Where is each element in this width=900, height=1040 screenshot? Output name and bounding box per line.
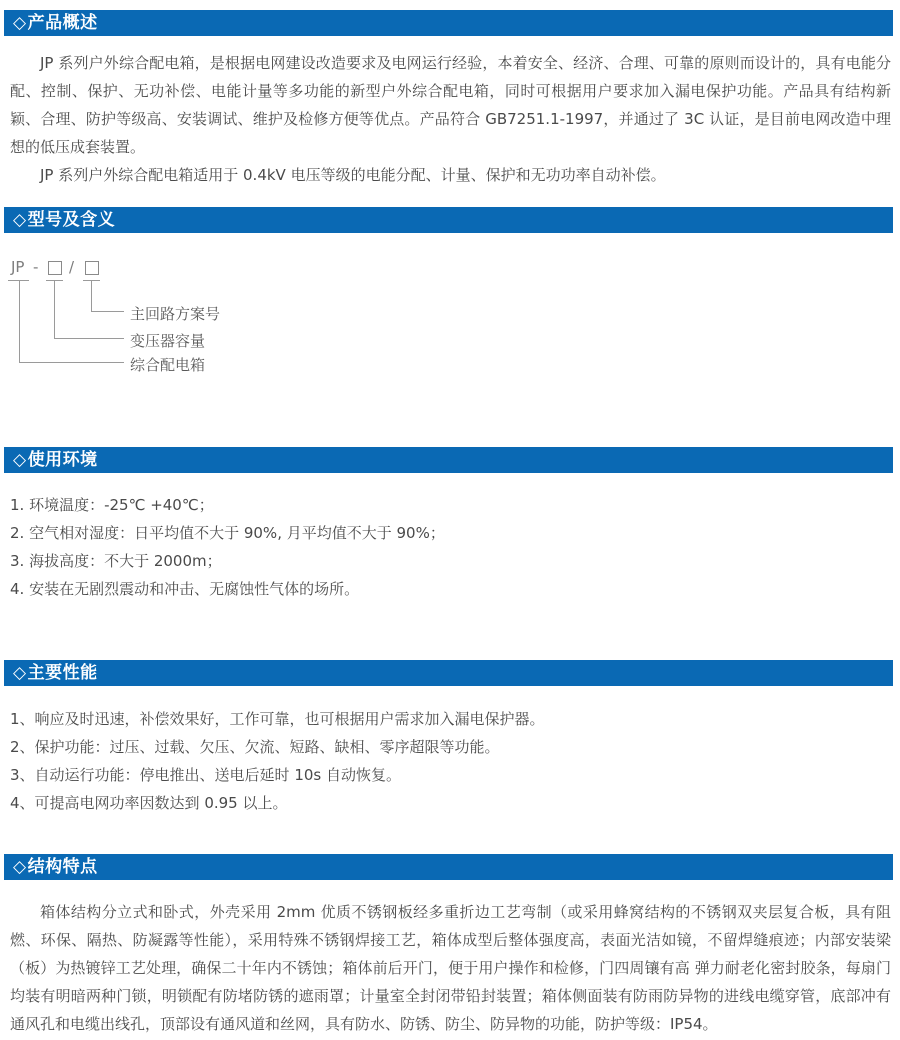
diamond-icon: ◇ — [13, 663, 27, 683]
performance-list — [10, 705, 891, 817]
diamond-icon: ◇ — [13, 857, 27, 877]
connector-vline-box-2 — [91, 280, 92, 311]
connector-vline-box-1 — [54, 280, 55, 338]
section-title-environment: 使用环境 — [27, 450, 98, 470]
model-label-box-type: 综合配电箱 — [130, 356, 206, 374]
connector-hline-capacity — [54, 338, 124, 339]
overview-paragraph-2: JP 系列户外综合配电箱适用于 0.4kV 电压等级的电能分配、计量、保护和无功功率自动补偿。 — [40, 166, 666, 184]
model-dash: - — [33, 258, 39, 276]
environment-item-3: 3. 海拔高度：不大于 2000m； — [10, 552, 222, 570]
structure-text — [10, 898, 891, 1038]
model-designation-diagram — [0, 256, 420, 380]
model-label-capacity: 变压器容量 — [130, 332, 206, 350]
model-prefix: JP — [11, 258, 25, 276]
section-title-model: 型号及含义 — [27, 210, 116, 230]
section-header-environment — [4, 447, 893, 473]
environment-item-1: 1. 环境温度：-25℃ +40℃； — [10, 496, 214, 514]
diamond-icon: ◇ — [13, 210, 27, 230]
model-label-scheme: 主回路方案号 — [130, 305, 221, 323]
section-title-structure: 结构特点 — [27, 857, 98, 877]
performance-item-1: 1、响应及时迅速，补偿效果好，工作可靠，也可根据用户需求加入漏电保护器。 — [10, 710, 545, 728]
performance-item-2: 2、保护功能：过压、过载、欠压、欠流、短路、缺相、零序超限等功能。 — [10, 738, 500, 756]
section-header-model — [4, 207, 893, 233]
model-slash: / — [69, 258, 75, 276]
connector-hline-scheme — [91, 311, 124, 312]
performance-item-3: 3、自动运行功能：停电推出、送电后延时 10s 自动恢复。 — [10, 766, 401, 784]
diamond-icon: ◇ — [13, 13, 27, 33]
overview-paragraph-1: JP 系列户外综合配电箱，是根据电网建设改造要求及电网运行经验，本着安全、经济、合理、可靠的原则而设计的，具有电能分配、控制、保护、无功补偿、电能计量等多功能的新型户外综合配电箱，同时可根据用户要求加入漏电保护功能。产品具有结构新颖、合理、防护等级高、安装调试、维护及检修方便等优点。产品符合 GB7251.1-1997，并通过了 3C 认证，是目前电网改造中理想的低压成套装置。 — [10, 54, 891, 156]
performance-item-4: 4、可提高电网功率因数达到 0.95 以上。 — [10, 794, 288, 812]
model-placeholder-box-1 — [48, 261, 62, 275]
environment-list — [10, 491, 891, 603]
environment-item-4: 4. 安装在无剧烈震动和冲击、无腐蚀性气体的场所。 — [10, 580, 360, 598]
section-header-structure — [4, 854, 893, 880]
overview-text — [10, 49, 891, 189]
structure-paragraph: 箱体结构分立式和卧式，外壳采用 2mm 优质不锈钢板经多重折边工艺弯制（或采用蜂窝结构的不锈钢双夹层复合板，具有阻燃、环保、隔热、防凝露等性能），采用特殊不锈钢焊接工艺，箱体成型后整体强度高，表面光洁如镜，不留焊缝痕迹；内部安装梁（板）为热镀锌工艺处理，确保二十年内不锈蚀；箱体前后开门，便于用户操作和检修，门四周镶有高 弹力耐老化密封胶条，每扇门均装有明暗两种门锁，明锁配有防堵防锈的遮雨罩；计量室全封闭带铅封装置；箱体侧面装有防雨防异物的进线电缆穿管，底部冲有通风孔和电缆出线孔，顶部设有通风道和丝网，具有防水、防锈、防尘、防异物的功能，防护等级：IP54。 — [10, 903, 891, 1033]
connector-hline-box-type — [19, 362, 124, 363]
diamond-icon: ◇ — [13, 450, 27, 470]
section-title-performance: 主要性能 — [27, 663, 98, 683]
section-title-overview: 产品概述 — [27, 13, 98, 33]
model-placeholder-box-2 — [85, 261, 99, 275]
section-header-performance — [4, 660, 893, 686]
environment-item-2: 2. 空气相对湿度：日平均值不大于 90%, 月平均值不大于 90%； — [10, 524, 445, 542]
connector-vline-prefix — [19, 280, 20, 363]
section-header-overview — [4, 10, 893, 36]
